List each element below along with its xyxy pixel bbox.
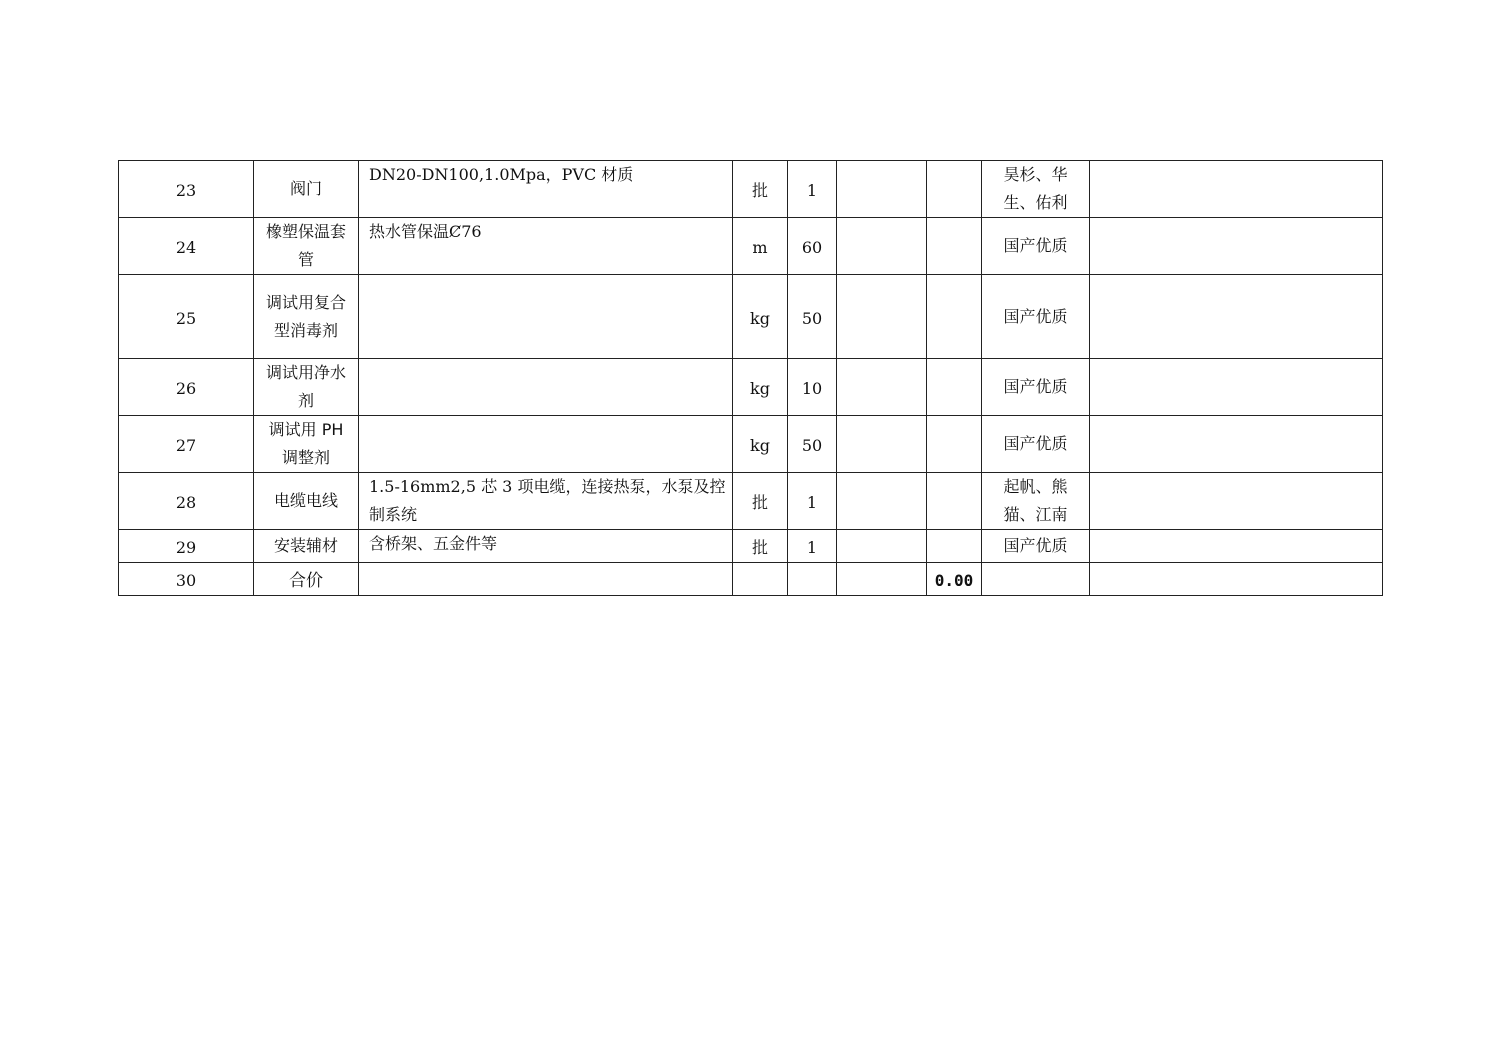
unit-cell: kg xyxy=(733,359,788,416)
unit-price-cell xyxy=(837,563,927,596)
quantity-cell: 50 xyxy=(788,275,837,359)
item-name-cell: 电缆电线 xyxy=(254,473,359,530)
unit-cell: 批 xyxy=(733,530,788,563)
unit-price-cell xyxy=(837,161,927,218)
specification-cell: 含桥架、五金件等 xyxy=(359,530,733,563)
row-number-cell: 30 xyxy=(119,563,254,596)
table-row xyxy=(119,275,1383,359)
brand-cell: 国产优质 xyxy=(982,218,1090,275)
equipment-list-table xyxy=(118,160,1383,596)
remarks-cell xyxy=(1090,161,1383,218)
remarks-cell xyxy=(1090,275,1383,359)
unit-price-cell xyxy=(837,359,927,416)
quantity-cell: 1 xyxy=(788,530,837,563)
specification-cell: DN20-DN100,1.0Mpa，PVC 材质 xyxy=(359,161,733,218)
quantity-cell xyxy=(788,563,837,596)
unit-price-cell xyxy=(837,275,927,359)
item-name-cell: 调试用复合型消毒剂 xyxy=(254,275,359,359)
brand-cell: 昊杉、华生、佑利 xyxy=(982,161,1090,218)
unit-price-cell xyxy=(837,530,927,563)
unit-cell: m xyxy=(733,218,788,275)
row-number-cell: 27 xyxy=(119,416,254,473)
table-row xyxy=(119,530,1383,563)
unit-price-cell xyxy=(837,473,927,530)
specification-cell: 1.5-16mm2,5 芯 3 项电缆，连接热泵，水泵及控制系统 xyxy=(359,473,733,530)
brand-cell: 国产优质 xyxy=(982,416,1090,473)
row-number-cell: 29 xyxy=(119,530,254,563)
specification-cell: 热水管保温Ȼ76 xyxy=(359,218,733,275)
item-name-cell: 阀门 xyxy=(254,161,359,218)
unit-cell: kg xyxy=(733,416,788,473)
table-row xyxy=(119,161,1383,218)
row-number-cell: 25 xyxy=(119,275,254,359)
item-name-cell: 安装辅材 xyxy=(254,530,359,563)
specification-cell xyxy=(359,416,733,473)
row-number-cell: 26 xyxy=(119,359,254,416)
grand-total-cell: 0.00 xyxy=(927,563,982,596)
remarks-cell xyxy=(1090,530,1383,563)
total-price-cell xyxy=(927,275,982,359)
brand-cell xyxy=(982,563,1090,596)
total-price-cell xyxy=(927,161,982,218)
item-name-cell: 调试用净水剂 xyxy=(254,359,359,416)
remarks-cell xyxy=(1090,473,1383,530)
remarks-cell xyxy=(1090,218,1383,275)
specification-cell xyxy=(359,563,733,596)
total-price-cell xyxy=(927,359,982,416)
remarks-cell xyxy=(1090,563,1383,596)
table-row xyxy=(119,473,1383,530)
total-label-cell: 合价 xyxy=(254,563,359,596)
unit-cell: kg xyxy=(733,275,788,359)
total-price-cell xyxy=(927,416,982,473)
table-row xyxy=(119,359,1383,416)
total-price-cell xyxy=(927,530,982,563)
specification-cell xyxy=(359,359,733,416)
item-name-cell: 橡塑保温套管 xyxy=(254,218,359,275)
unit-cell: 批 xyxy=(733,161,788,218)
brand-cell: 国产优质 xyxy=(982,530,1090,563)
row-number-cell: 24 xyxy=(119,218,254,275)
unit-cell xyxy=(733,563,788,596)
unit-price-cell xyxy=(837,218,927,275)
remarks-cell xyxy=(1090,359,1383,416)
table-row xyxy=(119,416,1383,473)
remarks-cell xyxy=(1090,416,1383,473)
brand-cell: 国产优质 xyxy=(982,359,1090,416)
brand-cell: 国产优质 xyxy=(982,275,1090,359)
row-number-cell: 23 xyxy=(119,161,254,218)
quantity-cell: 60 xyxy=(788,218,837,275)
quantity-cell: 1 xyxy=(788,473,837,530)
total-price-cell xyxy=(927,473,982,530)
brand-cell: 起帆、熊猫、江南 xyxy=(982,473,1090,530)
specification-cell xyxy=(359,275,733,359)
unit-price-cell xyxy=(837,416,927,473)
total-price-cell xyxy=(927,218,982,275)
row-number-cell: 28 xyxy=(119,473,254,530)
unit-cell: 批 xyxy=(733,473,788,530)
total-row xyxy=(119,563,1383,596)
table-row xyxy=(119,218,1383,275)
quantity-cell: 1 xyxy=(788,161,837,218)
item-name-cell: 调试用 PH 调整剂 xyxy=(254,416,359,473)
quantity-cell: 50 xyxy=(788,416,837,473)
quantity-cell: 10 xyxy=(788,359,837,416)
